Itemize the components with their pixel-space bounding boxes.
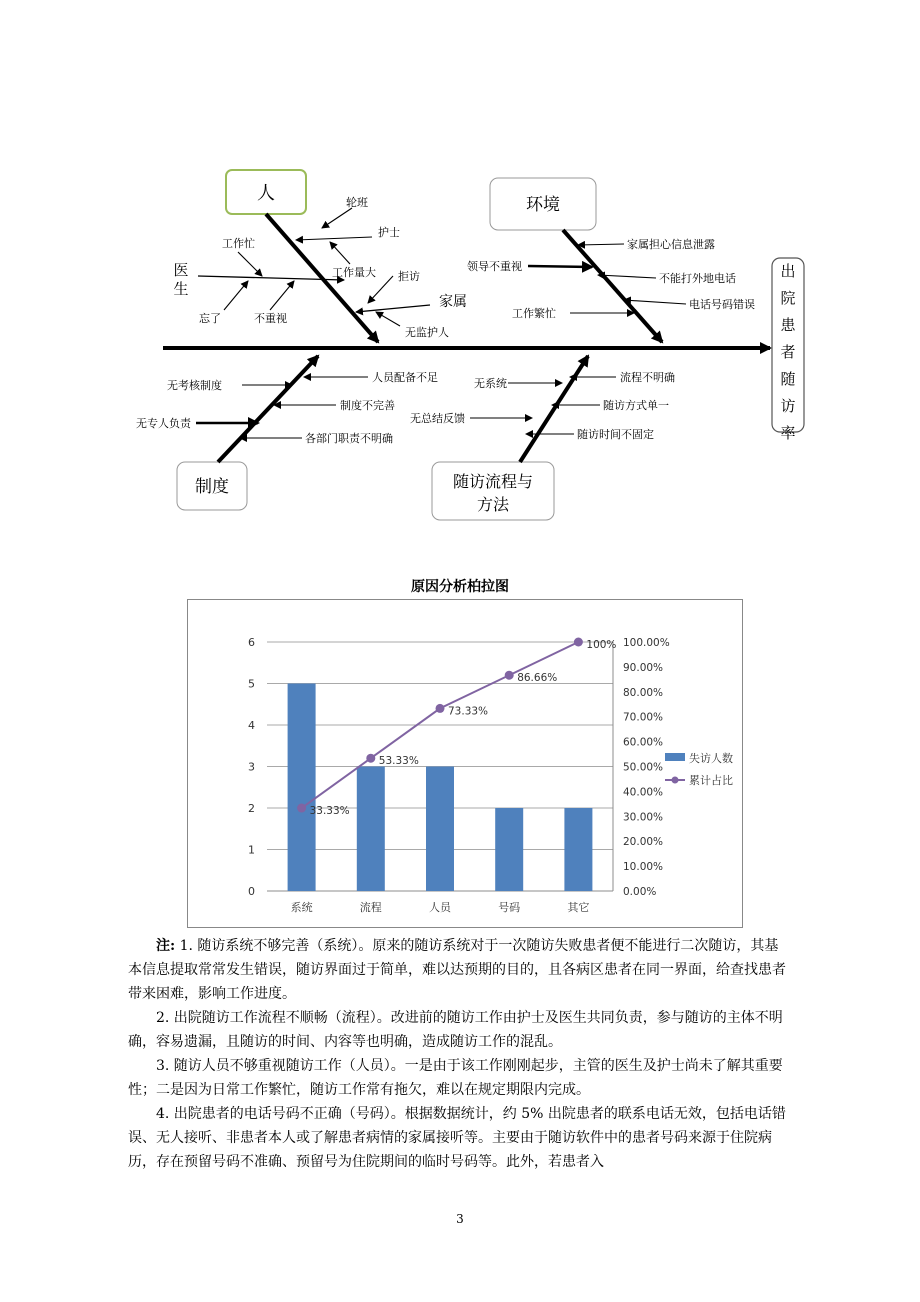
label-no-caregiver: 无监护人 [405,326,449,339]
arrow-shift [322,208,352,228]
left-tick-label: 1 [248,843,255,857]
arrow-workload [330,242,350,264]
label-staff-shortage: 人员配备不足 [372,371,438,384]
arrow-no-caregiver [376,312,400,326]
arrow-family-worry [578,244,624,245]
pareto-chart [187,599,743,928]
data-label: 100% [586,639,617,651]
chart-title: 原因分析柏拉图 [411,579,509,595]
arrow-phone-error [624,300,686,304]
left-tick-label: 4 [248,719,255,732]
legend-line-label: 累计占比 [689,774,733,787]
label-refuse: 拒访 [398,270,420,283]
arrow-busy [238,252,262,276]
bar [495,808,523,891]
x-tick-label: 系统 [290,901,313,914]
arrow-forget [224,281,248,310]
note-paragraph-3 [128,1054,788,1102]
fishbone-head-label: 出院患者随访率 [780,262,796,442]
label-doctor-1: 医生 [173,261,189,298]
category-label-system: 制度 [195,477,229,497]
label-work-busy: 工作繁忙 [512,307,556,320]
bone-process [520,356,588,462]
right-tick-label: 80.00% [623,686,664,699]
note-paragraph-2 [128,1006,788,1054]
label-no-responsible: 无专人负责 [136,417,191,430]
cumulative-point [366,754,375,763]
label-phone-error: 电话号码错误 [689,298,755,311]
left-tick-label: 5 [248,677,255,691]
label-unfixed-time: 随访时间不固定 [577,428,654,441]
left-tick-label: 0 [248,885,255,898]
right-tick-label: 90.00% [623,661,664,674]
label-leader-neglect: 领导不重视 [467,260,522,273]
cumulative-point [297,804,306,813]
category-label-environment: 环境 [526,195,560,215]
right-tick-label: 70.00% [623,711,664,724]
x-tick-label: 人员 [429,901,451,914]
right-tick-label: 20.00% [623,836,664,849]
label-unclear-duties: 各部门职责不明确 [305,432,393,445]
cumulative-point [436,704,445,713]
right-tick-label: 30.00% [623,811,664,824]
arrow-not-valued [270,281,294,310]
x-tick-label: 其它 [567,901,590,914]
label-single-method: 随访方式单一 [603,399,669,412]
label-no-system: 无系统 [474,377,507,390]
note-label: 注: [156,938,176,954]
category-label-process: 随访流程与方法 [452,472,534,514]
label-family-worry: 家属担心信息泄露 [627,238,715,251]
arrow-nurse [296,237,372,240]
arrow-family [356,305,430,312]
right-tick-label: 100.00% [623,637,670,649]
right-tick-label: 50.00% [623,761,664,774]
note-text-3: 3. 随访人员不够重视随访工作（人员）。一是由于该工作刚刚起步，主管的医生及护士尚未了解其重要性；二是因为日常工作繁忙，随访工作常有拖欠，难以在规定期限内完成。 [128,1058,783,1098]
label-no-feedback: 无总结反馈 [410,412,465,425]
legend-bar-swatch [665,753,685,761]
legend-bar-label: 失访人数 [689,752,733,765]
label-family: 家属 [439,294,467,310]
cumulative-point [505,671,514,680]
note-paragraph-1 [128,934,788,1006]
bar [426,767,454,892]
right-tick-label: 10.00% [623,861,664,874]
note-paragraph-4 [128,1102,788,1174]
left-tick-label: 3 [248,760,255,774]
bone-system [218,356,318,462]
arrow-leader-neglect [528,266,592,267]
label-shift: 轮班 [346,196,368,209]
data-label: 86.66% [517,672,558,685]
note-text-4: 4. 出院患者的电话号码不正确（号码）。根据数据统计，约 5% 出院患者的联系电话无效，包括电话错误、无人接听、非患者本人或了解患者病情的家属接听等。主要由于随访软件中的患者号码来源于住院病历，存在预留号码不准确、预留号为住院期间的临时号码等。此外，若患者入 [128,1106,786,1170]
right-tick-label: 40.00% [623,786,664,799]
page-number: 3 [456,1212,464,1226]
label-not-valued: 不重视 [254,312,287,325]
right-tick-label: 0.00% [623,886,657,898]
label-forget: 忘了 [199,312,221,325]
label-busy: 工作忙 [222,237,255,250]
bar [288,684,316,892]
bar [357,767,385,892]
data-label: 73.33% [448,705,489,718]
right-tick-label: 60.00% [623,736,664,749]
label-no-remote-call: 不能打外地电话 [659,272,736,285]
legend-line-marker [672,777,679,784]
note-text-2: 2. 出院随访工作流程不顺畅（流程）。改进前的随访工作由护士及医生共同负责，参与随访的主体不明确，容易遗漏，且随访的时间、内容等也明确，造成随访工作的混乱。 [128,1010,783,1050]
fishbone-diagram [0,0,920,540]
category-label-person: 人 [257,183,275,204]
data-label: 53.33% [378,755,419,768]
cumulative-point [574,638,583,647]
x-tick-label: 号码 [498,901,521,914]
bar [564,808,592,891]
label-incomplete-system: 制度不完善 [340,399,395,412]
data-label: 33.33% [309,805,350,818]
label-nurse: 护士 [378,226,400,239]
label-workload: 工作量大 [332,266,376,279]
left-tick-label: 2 [248,802,255,815]
note-text-1: 1. 随访系统不够完善（系统）。原来的随访系统对于一次随访失败患者便不能进行二次随访，其基本信息提取常常发生错误，随访界面过于简单，难以达预期的目的，且各病区患者在同一界面，给查找患者带来困难，影响工作进度。 [128,938,786,1002]
label-no-assessment: 无考核制度 [167,379,222,392]
x-tick-label: 流程 [359,901,382,914]
label-unclear-process: 流程不明确 [620,371,675,384]
arrow-refuse [368,276,393,303]
left-tick-label: 6 [248,636,255,649]
